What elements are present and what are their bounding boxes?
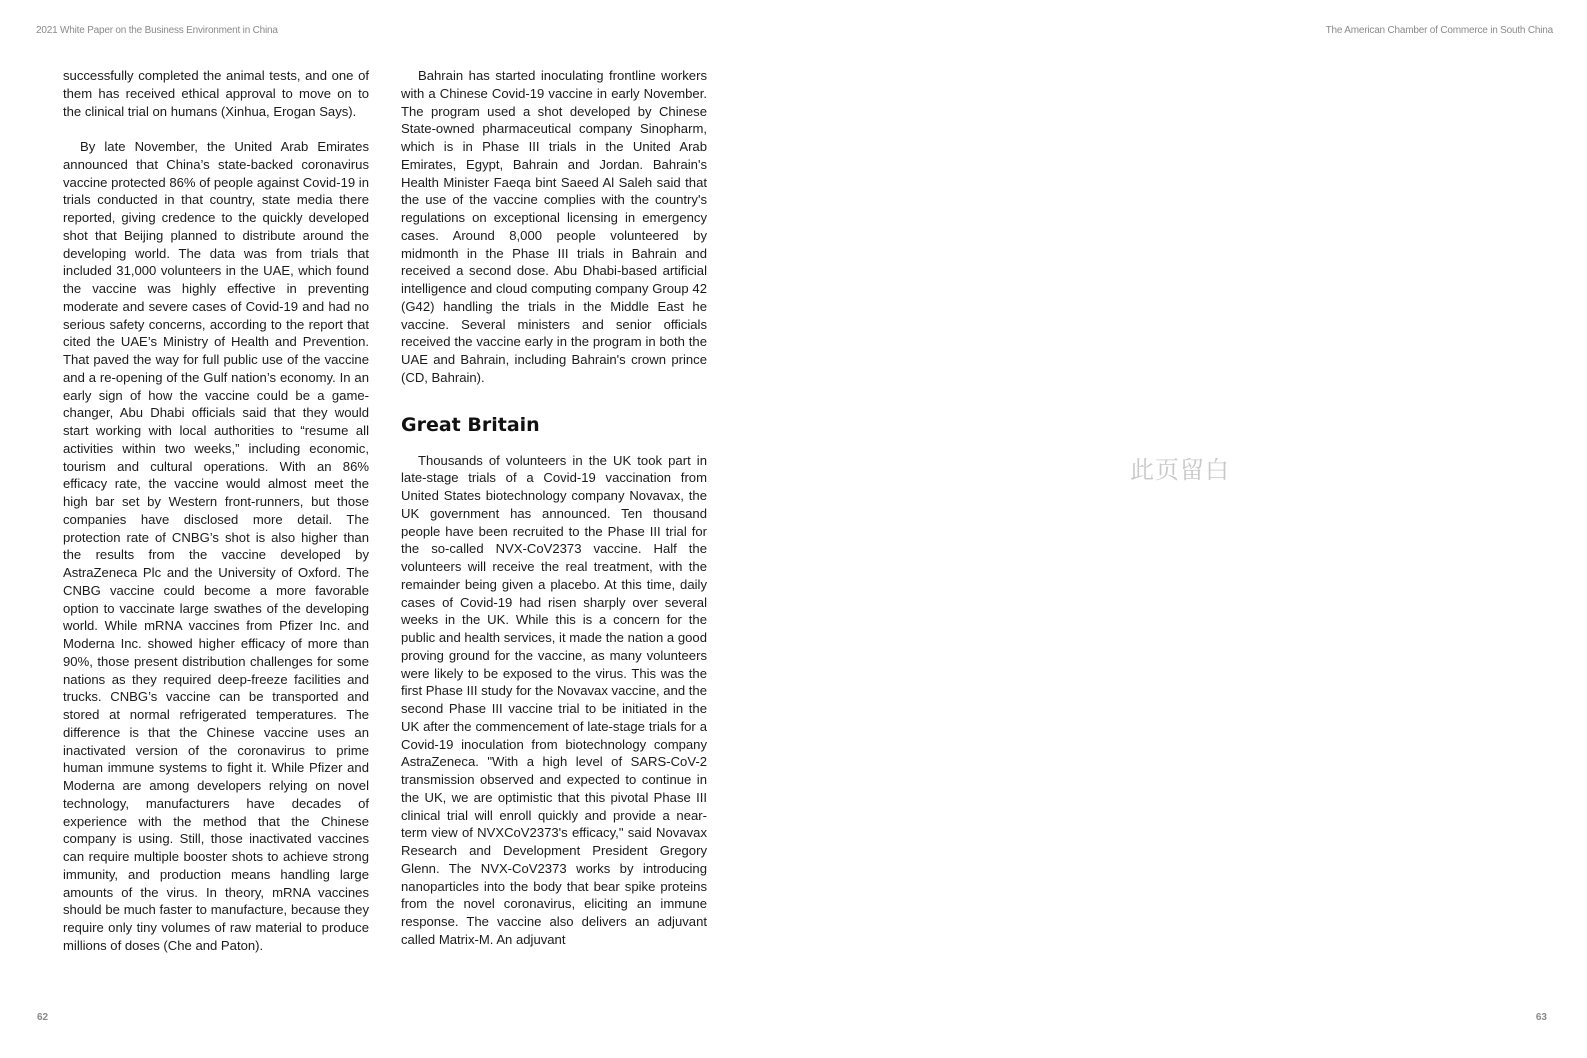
running-header-right: The American Chamber of Commerce in South China	[1325, 25, 1553, 36]
running-header-left: 2021 White Paper on the Business Environment in China	[36, 25, 278, 36]
page-number-left: 62	[37, 1012, 49, 1023]
blank-page-notice: 此页留白	[1130, 456, 1230, 484]
text-column-1	[63, 67, 369, 955]
text-column-2	[401, 67, 707, 949]
section-heading: Great Britain	[401, 413, 540, 436]
paragraph: By late November, the United Arab Emirates announced that China’s state-backed coronavirus vaccine protected 86% of people against Covid-19 in trials conducted in that country, state media there reported, giving credence to the quickly developed shot that Beijing planned to distribute around the developing world. The data was from trials that included 31,000 volunteers in the UAE, which found the vaccine was highly effective in preventing moderate and severe cases of Covid-19 and had no serious safety concerns, according to the report that cited the UAE’s Ministry of Health and Prevention. That paved the way for full public use of the vaccine and a re-opening of the Gulf nation’s economy. In an early sign of how the vaccine could be a game-changer, Abu Dhabi officials said that they would start working with local authorities to “resume all activities within two weeks,” including economic, tourism and cultural operations. With an 86% efficacy rate, the vaccine would almost meet the high bar set by Western front-runners, but those companies have disclosed more detail. The protection rate of CNBG’s shot is also higher than the results from the vaccine developed by AstraZeneca Plc and the University of Oxford. The CNBG vaccine could become a more favorable option to vaccinate large swathes of the developing world. While mRNA vaccines from Pfizer Inc. and Moderna Inc. showed higher efficacy of more than 90%, those present distribution challenges for some nations as they required deep-freeze facilities and trucks. CNBG’s vaccine can be transported and stored at normal refrigerated temperatures. The difference is that the Chinese vaccine uses an inactivated version of the coronavirus to prime human immune systems to fight it. While Pfizer and Moderna are among developers relying on novel technology, manufacturers have decades of experience with the method that the Chinese company is using. Still, those inactivated vaccines can require multiple booster shots to achieve strong immunity, and production means handling large amounts of the virus. In theory, mRNA vaccines should be much faster to manufacture, because they require only tiny volumes of raw material to produce millions of doses (Che and Paton).	[63, 139, 369, 953]
paragraph: Thousands of volunteers in the UK took part in late-stage trials of a Covid-19 vaccination from United States biotechnology company Novavax, the UK government has announced. Ten thousand people have been recruited to the Phase III trial for the so-called NVX-CoV2373 vaccine. Half the volunteers will receive the real treatment, with the remainder being given a placebo. At this time, daily cases of Covid-19 had risen sharply over several weeks in the UK. While this is a concern for the public and health services, it made the nation a good proving ground for the vaccine, as many volunteers were likely to be exposed to the virus. This was the first Phase III study for the Novavax vaccine, and the second Phase III vaccine trial to be initiated in the UK after the commencement of late-stage trials for a Covid-19 inoculation from biotechnology company AstraZeneca. "With a high level of SARS-CoV-2 transmission observed and expected to continue in the UK, we are optimistic that this pivotal Phase III clinical trial will enroll quickly and provide a near-term view of NVXCoV2373's efficacy," said Novavax Research and Development President Gregory Glenn. The NVX-CoV2373 works by introducing nanoparticles into the body that bear spike proteins from the novel coronavirus, eliciting an immune response. The vaccine also delivers an adjuvant called Matrix-M. An adjuvant	[401, 452, 707, 947]
paragraph: Bahrain has started inoculating frontline workers with a Chinese Covid-19 vaccine in early November. The program used a shot developed by Chinese State-owned pharmaceutical company Sinopharm, which is in Phase III trials in the United Arab Emirates, Egypt, Bahrain and Jordan. Bahrain's Health Minister Faeqa bint Saeed Al Saleh said that the use of the vaccine complies with the country's regulations on exceptional licensing in emergency cases. Around 8,000 people volunteered by midmonth in the Phase III trials in Bahrain and received a second dose. Abu Dhabi-based artificial intelligence and cloud computing company Group 42 (G42) handling the trials in the Middle East he vaccine. Several ministers and senior officials received the vaccine early in the program in both the UAE and Bahrain, including Bahrain's crown prince (CD, Bahrain).	[401, 68, 707, 385]
paragraph: successfully completed the animal tests, and one of them has received ethical approval to move on to the clinical trial on humans (Xinhua, Erogan Says).	[63, 68, 369, 119]
page-number-right: 63	[1535, 1012, 1547, 1023]
